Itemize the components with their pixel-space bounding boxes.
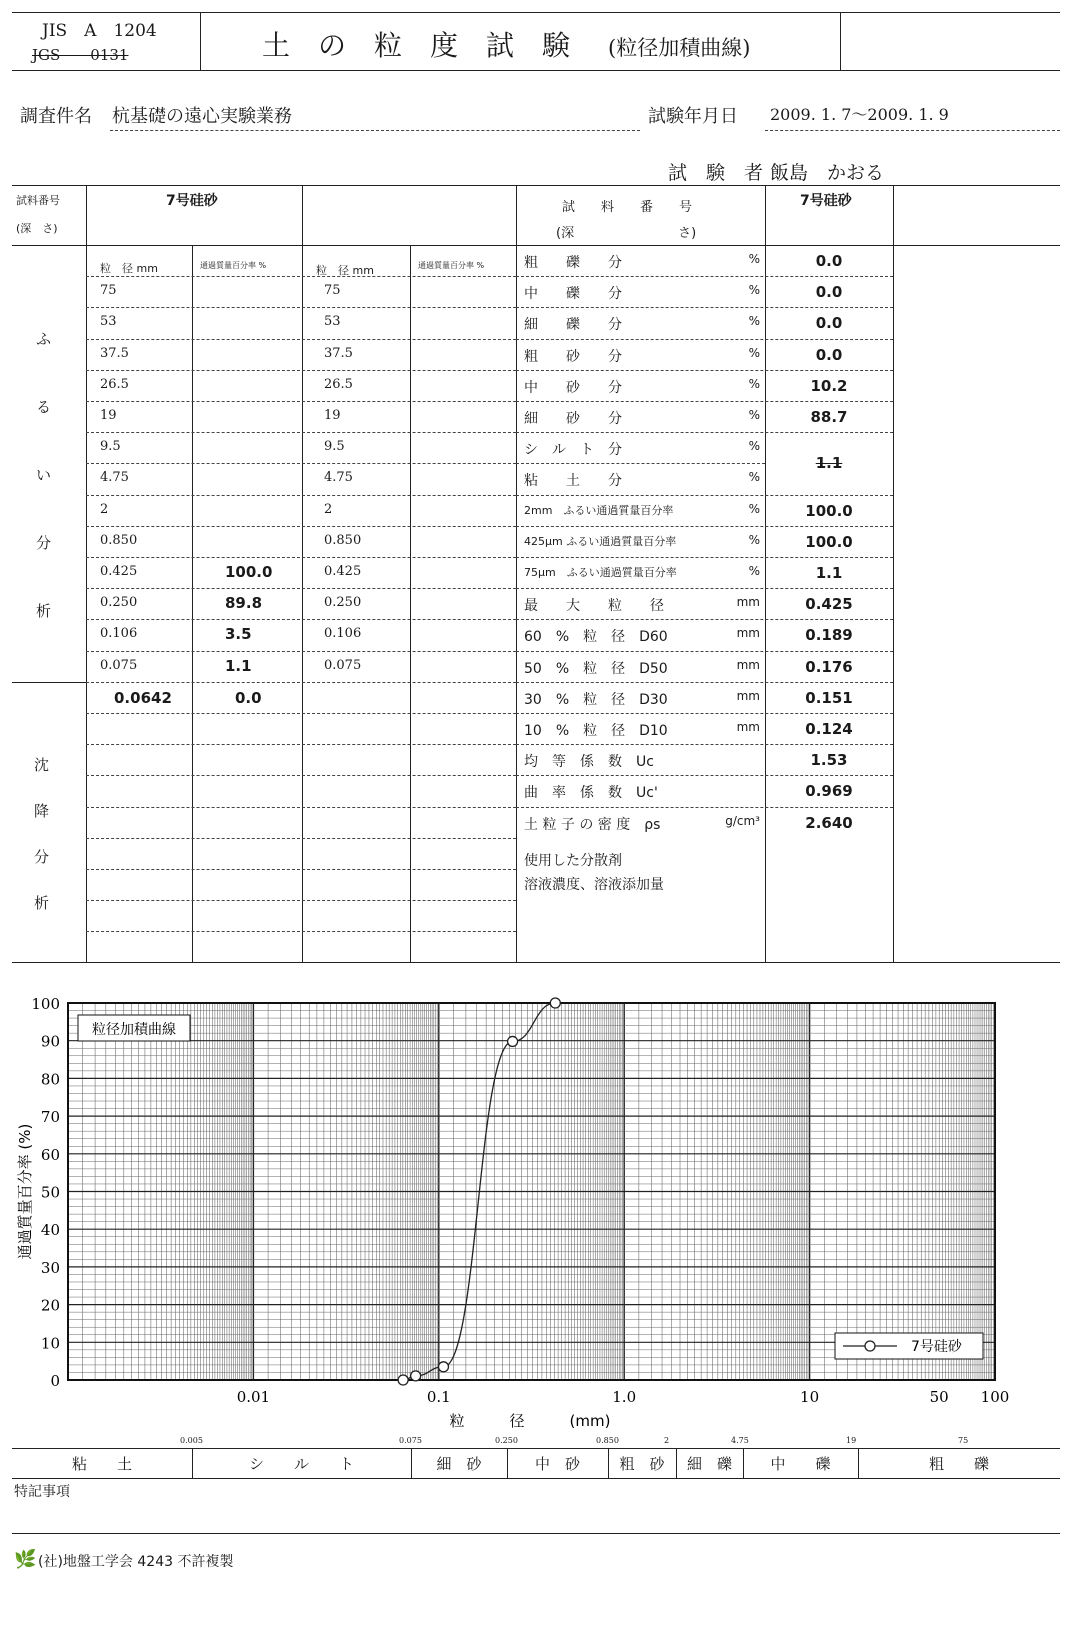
- publisher-logo-icon: 🌿: [14, 1549, 37, 1570]
- y-tick-label: 30: [40, 1258, 60, 1277]
- boundary-label: 0.850: [596, 1436, 619, 1445]
- property-unit: %: [748, 408, 760, 422]
- footer-copyright: (社)地盤工学会 4243 不許複製: [38, 1554, 234, 1570]
- sieve-size: 9.5: [100, 439, 121, 455]
- standard-jis: JIS A 1204: [42, 21, 157, 41]
- x-tick-label: 50: [929, 1388, 949, 1406]
- x-axis-label: 粒 径 (mm): [449, 1412, 611, 1430]
- sieve-size: 0.250: [324, 595, 362, 611]
- sample-no-label: 試料番号: [16, 194, 60, 207]
- sedimentation-analysis-label: 降: [34, 802, 50, 820]
- boundary-label: 0.005: [180, 1436, 203, 1445]
- sed-size: 0.0642: [114, 688, 172, 707]
- property-value: 0.0: [815, 252, 843, 270]
- boundary-label: 2: [664, 1436, 670, 1445]
- date-label: 試験年月日: [648, 106, 738, 127]
- chart-svg: [0, 985, 1085, 1455]
- property-unit: %: [748, 501, 760, 516]
- sieve-size: 26.5: [324, 376, 353, 392]
- property-value: 0.176: [805, 657, 853, 676]
- survey-name: 杭基礎の遠心実験業務: [112, 106, 292, 127]
- y-tick-label: 10: [40, 1334, 60, 1353]
- property-label: 50 % 粒 径 D50: [524, 660, 668, 677]
- property-label: 最 大 粒 径: [524, 598, 664, 615]
- property-label: 細 礫 分: [524, 317, 622, 334]
- series-point: [398, 1375, 408, 1385]
- y-tick-label: 90: [40, 1032, 60, 1051]
- depth-label: (深 さ): [16, 222, 58, 235]
- property-label: 曲 率 係 数 Uc': [524, 785, 658, 802]
- y-tick-label: 100: [31, 995, 60, 1013]
- property-label: 10 % 粒 径 D10: [524, 723, 668, 739]
- property-label: 粗 礫 分: [524, 255, 622, 271]
- series-point: [411, 1371, 421, 1381]
- sieve-size: 0.075: [324, 657, 362, 673]
- silt-clay-value: 1.1: [815, 454, 843, 473]
- series-point: [508, 1036, 518, 1046]
- y-tick-label: 50: [40, 1183, 60, 1202]
- date-value: 2009. 1. 7～2009. 1. 9: [770, 105, 949, 124]
- x-tick-label: 0.01: [236, 1388, 271, 1406]
- sieve-size: 0.250: [100, 595, 138, 611]
- property-unit: %: [748, 564, 760, 578]
- sieve-size: 19: [100, 408, 117, 423]
- sieve-size: 0.106: [324, 626, 362, 642]
- property-value: 0.969: [805, 782, 853, 801]
- property-label: 中 砂 分: [524, 379, 622, 396]
- property-unit: %: [748, 376, 760, 391]
- sieve-size: 2: [100, 501, 109, 517]
- y-axis-label: 通過質量百分率 (%): [16, 1123, 34, 1260]
- y-tick-label: 80: [40, 1070, 60, 1089]
- property-label: 粘 土 分: [524, 473, 622, 490]
- survey-label: 調査件名: [20, 106, 92, 127]
- property-unit: %: [748, 283, 760, 298]
- property-unit: g/cm³: [725, 813, 760, 828]
- x-tick-label: 10: [800, 1388, 820, 1406]
- property-unit: mm: [736, 595, 760, 610]
- x-tick-label: 1.0: [612, 1388, 637, 1406]
- remarks-label: 特記事項: [14, 1484, 70, 1500]
- property-value: 0.0: [815, 283, 843, 302]
- soil-class-label: 中 礫: [770, 1455, 831, 1473]
- sieve-size: 37.5: [100, 345, 129, 361]
- sieve-passing-value: 3.5: [225, 625, 252, 644]
- y-tick-label: 0: [50, 1372, 60, 1390]
- sieve-size: 53: [100, 314, 117, 330]
- legend-marker: [865, 1341, 875, 1351]
- chart-title: 粒径加積曲線: [92, 1022, 176, 1038]
- property-unit: %: [748, 314, 760, 329]
- sieve-size: 0.075: [100, 657, 138, 673]
- col-passing-header-1: 通過質量百分率 %: [200, 261, 267, 270]
- property-label: 75μm ふるい通過質量百分率: [524, 566, 677, 579]
- boundary-label: 0.250: [495, 1436, 518, 1445]
- sieve-size: 4.75: [100, 470, 129, 486]
- concentration-label: 溶液濃度、溶液添加量: [524, 877, 664, 893]
- sieve-size: 26.5: [100, 376, 129, 392]
- property-label: 425μm ふるい通過質量百分率: [524, 534, 677, 548]
- page-title: 土 の 粒 度 試 験: [262, 29, 571, 62]
- property-unit: %: [748, 252, 760, 266]
- y-tick-label: 40: [40, 1221, 60, 1240]
- sieve-size: 0.850: [100, 532, 138, 548]
- y-tick-label: 70: [40, 1108, 60, 1127]
- soil-class-label: 粗 砂: [619, 1455, 665, 1473]
- page-subtitle: (粒径加積曲線): [608, 36, 751, 60]
- property-value: 2.640: [805, 813, 853, 832]
- property-value: 10.2: [810, 376, 848, 395]
- sieve-size: 75: [100, 283, 117, 299]
- property-value: 100.0: [805, 501, 853, 520]
- property-unit: %: [748, 470, 760, 485]
- property-label: 均 等 係 数 Uc: [524, 754, 654, 771]
- sieve-size: 0.106: [100, 626, 138, 642]
- sieve-size: 53: [324, 314, 341, 330]
- y-tick-label: 20: [40, 1296, 60, 1315]
- boundary-label: 4.75: [731, 1436, 749, 1445]
- boundary-label: 19: [846, 1436, 857, 1445]
- soil-class-label: シ ル ト: [248, 1455, 354, 1473]
- property-value: 0.151: [805, 688, 853, 707]
- soil-class-label: 中 砂: [534, 1455, 580, 1473]
- property-value: 0.0: [815, 345, 843, 364]
- property-unit: mm: [736, 626, 760, 641]
- sieve-size: 0.425: [324, 564, 362, 579]
- sedimentation-analysis-label: 分: [34, 848, 50, 866]
- sieve-analysis-label: る: [36, 398, 52, 416]
- right-sample-label: 試 料 番 号: [562, 200, 693, 215]
- sieve-size: 75: [324, 283, 341, 299]
- standard-jgs: JGS 0131: [32, 46, 129, 64]
- property-label: 土 粒 子 の 密 度 ρs: [524, 816, 661, 833]
- property-label: 粗 砂 分: [524, 348, 622, 365]
- x-tick-label: 100: [980, 1388, 1010, 1406]
- tester-name: 飯島 かおる: [770, 162, 885, 184]
- series-point: [438, 1362, 448, 1372]
- series-point: [550, 998, 560, 1008]
- sieve-passing-value: 89.8: [225, 594, 263, 613]
- property-unit: %: [748, 532, 760, 547]
- sieve-analysis-label: 分: [36, 534, 52, 552]
- sieve-analysis-label: い: [36, 466, 52, 484]
- property-label: 細 砂 分: [524, 411, 622, 427]
- property-unit: mm: [736, 720, 760, 734]
- sample-name: 7号硅砂: [166, 193, 218, 209]
- property-unit: mm: [736, 688, 760, 703]
- property-value: 1.1: [815, 564, 843, 582]
- soil-class-label: 粗 礫: [928, 1455, 989, 1473]
- sedimentation-analysis-label: 析: [34, 894, 50, 912]
- sieve-size: 9.5: [324, 439, 345, 455]
- sed-passing: 0.0: [235, 688, 262, 707]
- soil-class-label: 細 礫: [686, 1455, 732, 1473]
- property-value: 0.425: [805, 595, 853, 614]
- property-unit: %: [748, 345, 760, 360]
- soil-class-label: 粘 土: [71, 1455, 132, 1473]
- y-tick-label: 60: [40, 1145, 60, 1164]
- property-label: 2mm ふるい通過質量百分率: [524, 503, 674, 517]
- right-sample-name: 7号硅砂: [800, 193, 852, 209]
- col-passing-header-2: 通過質量百分率 %: [418, 261, 485, 270]
- sieve-size: 2: [324, 501, 333, 517]
- boundary-label: 75: [958, 1436, 969, 1445]
- property-unit: mm: [736, 657, 760, 672]
- sieve-passing-value: 1.1: [225, 656, 252, 675]
- sieve-size: 0.850: [324, 532, 362, 548]
- property-value: 0.124: [805, 720, 853, 738]
- property-value: 0.0: [815, 314, 843, 333]
- sieve-size: 37.5: [324, 345, 353, 361]
- property-value: 88.7: [810, 408, 848, 426]
- sieve-passing-value: 100.0: [225, 563, 273, 581]
- legend-label: 7号硅砂: [911, 1339, 962, 1355]
- col-size-header-2: 粒 径 mm: [316, 264, 374, 277]
- property-label: 中 礫 分: [524, 286, 622, 303]
- grading-curve-chart: [0, 985, 1085, 1455]
- x-tick-label: 0.1: [426, 1388, 451, 1406]
- dispersant-label: 使用した分散剤: [524, 853, 622, 869]
- sieve-analysis-label: ふ: [36, 330, 52, 348]
- col-size-header-1: 粒 径 mm: [100, 262, 158, 275]
- sedimentation-analysis-label: 沈: [34, 756, 50, 774]
- sieve-size: 19: [324, 408, 341, 423]
- property-label: 30 % 粒 径 D30: [524, 691, 668, 708]
- property-label: 60 % 粒 径 D60: [524, 629, 668, 646]
- property-label: シ ル ト 分: [524, 442, 622, 459]
- property-value: 1.53: [810, 751, 848, 770]
- right-depth-label: (深 さ): [556, 226, 697, 241]
- boundary-label: 0.075: [399, 1436, 422, 1445]
- sieve-analysis-label: 析: [36, 602, 52, 620]
- property-unit: %: [748, 439, 760, 454]
- sieve-size: 4.75: [324, 470, 353, 486]
- tester-label: 試 験 者: [668, 162, 764, 184]
- soil-class-label: 細 砂: [436, 1455, 482, 1473]
- property-value: 0.189: [805, 626, 853, 645]
- sieve-size: 0.425: [100, 564, 138, 579]
- property-value: 100.0: [805, 532, 853, 551]
